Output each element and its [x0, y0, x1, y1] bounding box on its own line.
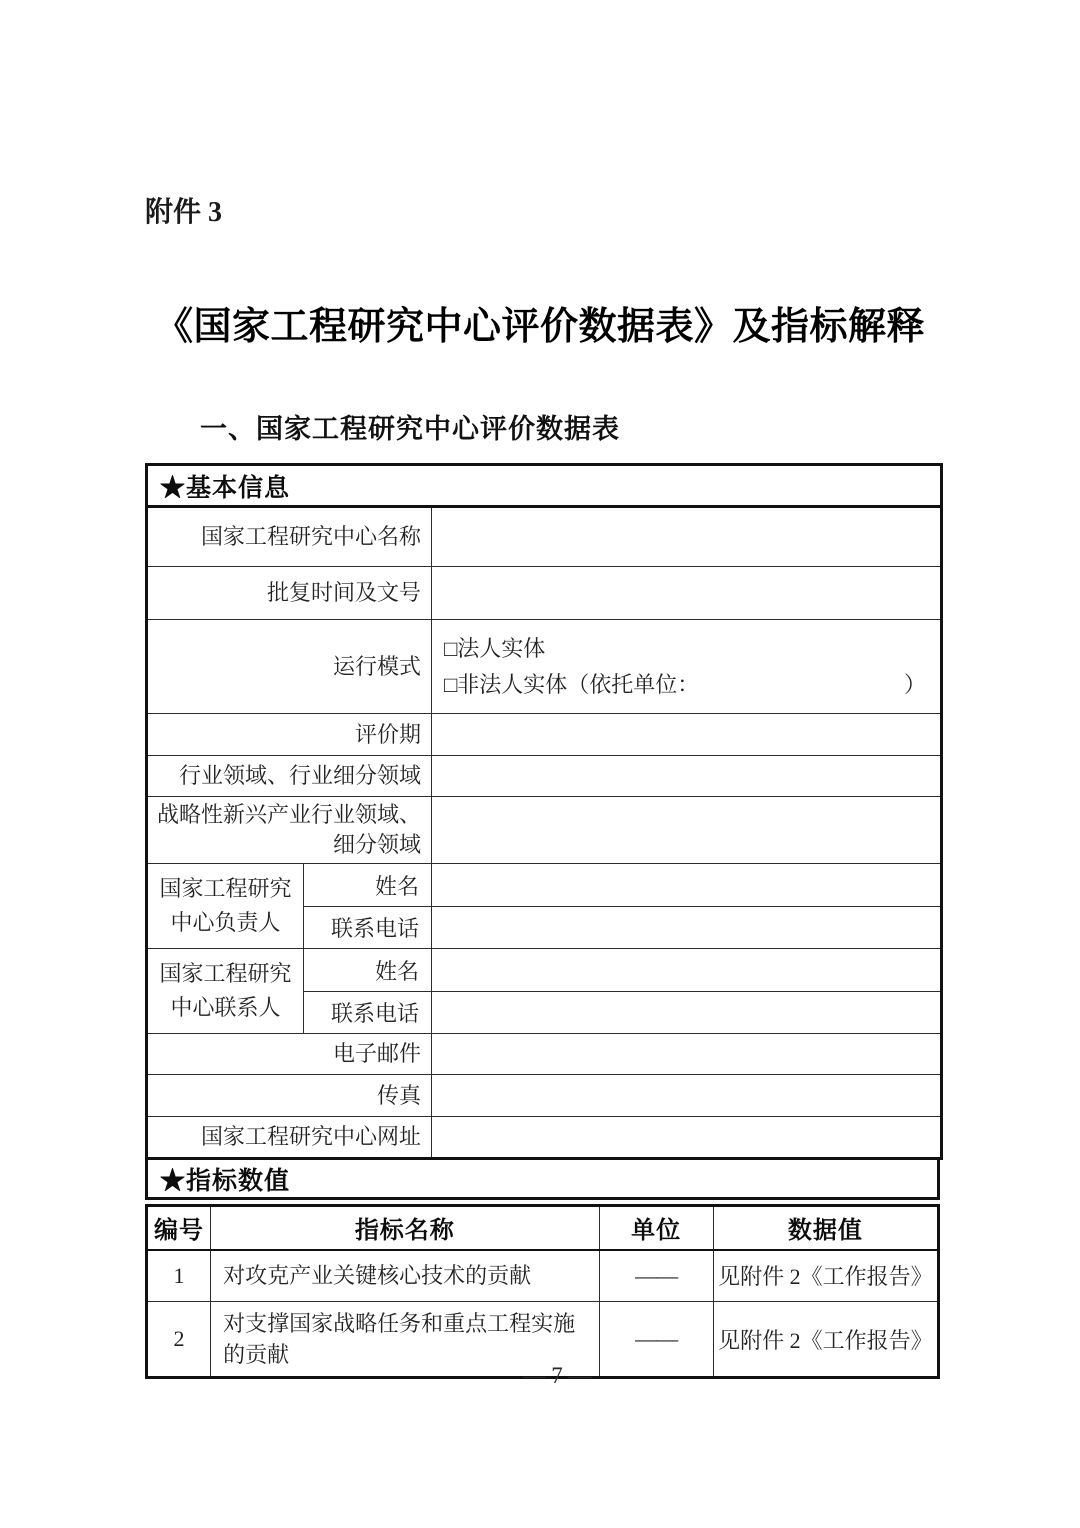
attachment-label: 附件 3: [145, 197, 223, 228]
indicator-unit: ——: [599, 1250, 713, 1302]
mode-option-nonlegal-label: 非法人实体（依托单位：: [457, 671, 700, 697]
field-label-website: 国家工程研究中心网址: [147, 1117, 432, 1159]
field-label-industry: 行业领域、行业细分领域: [147, 756, 432, 797]
indicator-name: 对支撑国家战略任务和重点工程实施的贡献: [211, 1302, 599, 1378]
field-value-email: [432, 1034, 942, 1075]
field-value-leader-name: [432, 864, 942, 907]
field-label-fax: 传真: [147, 1075, 432, 1117]
mode-option-non-legal-entity: [444, 667, 926, 703]
field-value-period: [432, 714, 942, 756]
field-label-center-name: 国家工程研究中心名称: [147, 507, 432, 567]
indicator-value: 见附件 2《工作报告》: [713, 1302, 938, 1378]
field-value-operation-mode: [432, 620, 942, 714]
field-value-contact-phone: [432, 992, 942, 1034]
indicator-name: 对攻克产业关键核心技术的贡献: [211, 1250, 599, 1302]
field-value-contact-name: [432, 949, 942, 992]
indicator-row: [147, 1250, 939, 1302]
field-label-operation-mode: 运行模式: [147, 620, 432, 714]
field-label-approval: 批复时间及文号: [147, 567, 432, 620]
contact-label-line2: 中心联系人: [170, 995, 281, 1020]
field-label-contact: [147, 949, 304, 1034]
indicator-unit: ——: [599, 1302, 713, 1378]
field-label-strategic-industry: 战略性新兴产业行业领域、细分领域: [147, 797, 432, 864]
leader-label-line2: 中心负责人: [170, 910, 281, 935]
field-value-strategic-industry: [432, 797, 942, 864]
column-header-no: 编号: [147, 1206, 211, 1250]
column-header-unit: 单位: [599, 1206, 713, 1250]
field-value-website: [432, 1117, 942, 1159]
section-heading: 一、国家工程研究中心评价数据表: [200, 414, 620, 444]
field-value-fax: [432, 1075, 942, 1117]
checkbox-non-legal-entity-icon[interactable]: □: [444, 671, 458, 697]
indicator-value: 见附件 2《工作报告》: [713, 1250, 938, 1302]
mode-option-legal-label: 法人实体: [457, 635, 546, 661]
page-title: 《国家工程研究中心评价数据表》及指标解释: [154, 306, 925, 348]
column-header-value: 数据值: [713, 1206, 938, 1250]
field-label-period: 评价期: [147, 714, 432, 756]
indicator-no: 1: [147, 1250, 211, 1302]
field-value-center-name: [432, 507, 942, 567]
leader-label-line1: 国家工程研究: [159, 876, 292, 901]
column-header-name: 指标名称: [211, 1206, 599, 1250]
contact-label-line1: 国家工程研究: [159, 961, 292, 986]
field-label-email: 电子邮件: [147, 1034, 432, 1075]
field-label-contact-name: 姓名: [304, 949, 432, 992]
field-value-industry: [432, 756, 942, 797]
basic-info-table: [145, 463, 943, 1160]
checkbox-legal-entity-icon[interactable]: □: [444, 635, 458, 661]
field-label-contact-phone: 联系电话: [304, 992, 432, 1034]
mode-option-close-paren: ）: [904, 671, 927, 697]
mode-option-legal-entity: [444, 631, 926, 667]
indicators-table: [145, 1204, 940, 1379]
field-label-leader-phone: 联系电话: [304, 907, 432, 949]
field-label-leader-name: 姓名: [304, 864, 432, 907]
basic-info-section-title: ★基本信息: [147, 465, 942, 507]
indicator-no: 2: [147, 1302, 211, 1378]
field-label-leader: [147, 864, 304, 949]
field-value-leader-phone: [432, 907, 942, 949]
page-number: — 7 —: [522, 1363, 592, 1388]
indicators-section-title: ★指标数值: [145, 1157, 940, 1200]
field-value-approval: [432, 567, 942, 620]
